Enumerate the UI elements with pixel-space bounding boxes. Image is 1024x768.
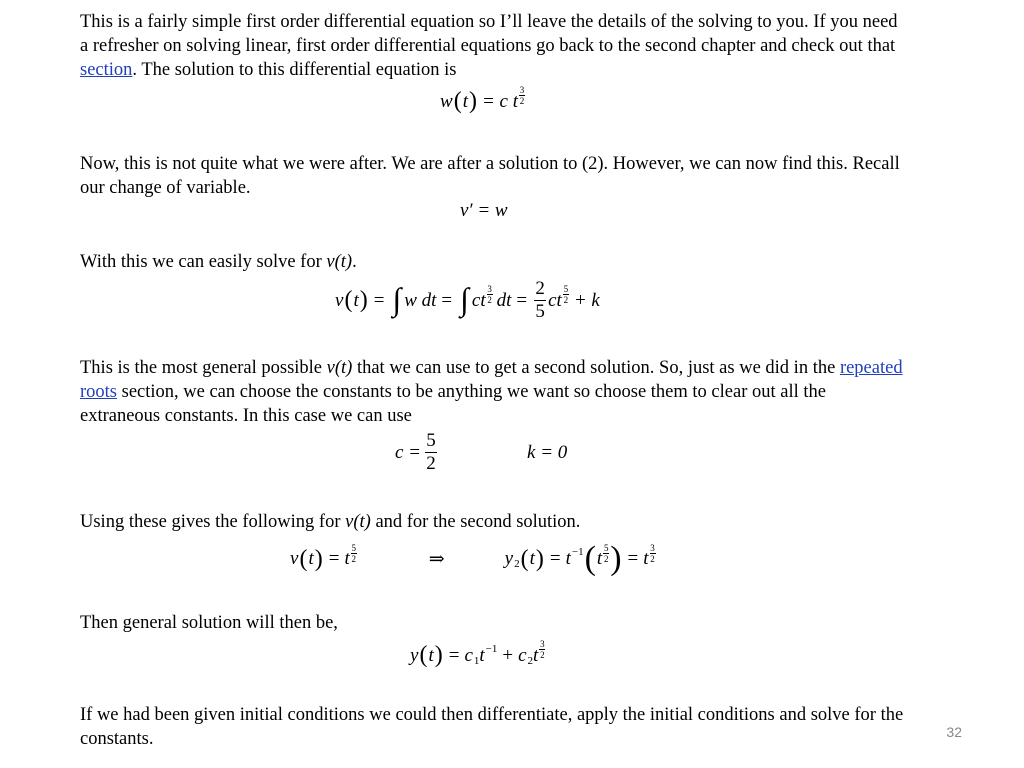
page-number: 32 <box>946 724 962 740</box>
paragraph-solve-v: With this we can easily solve for v(t). <box>80 252 357 272</box>
section-link[interactable]: section <box>80 60 133 80</box>
equation-general-solution: y ( t ) = c 1 t −1 + c 2 t $\frac{3}{2}$ <box>410 639 545 668</box>
equation-v-integral: v ( t ) = ∫ w dt = ∫ ct $\frac{3}{2}$ dt = $\frac{2}{5}$ ct $\frac{5}{2}$ + k <box>335 278 600 322</box>
paragraph-using-constants: Using these gives the following for v(t) and for the second solution. <box>80 512 581 532</box>
paragraph-change-of-variable: Now, this is not quite what we were after. We are after a solution to (2). However, we can now find this. Recall our change of variable. <box>80 154 900 198</box>
paragraph-general-solution: Then general solution will then be, <box>80 613 338 633</box>
equation-w-solution: w ( t ) = c t $\frac{3}{2}$ <box>440 85 525 114</box>
paragraph-general-v: This is the most general possible v(t) that we can use to get a second solution. So, just as we did in the repeated roots section, we can choose the constants to be anything we want so choose them to clear out all the extraneous constants. In this case we can use <box>80 358 903 426</box>
paragraph-initial-conditions: If we had been given initial conditions we could then differentiate, apply the initial conditions and solve for the constants. <box>80 705 904 749</box>
repeated-roots-link[interactable]: repeated roots <box>80 358 903 402</box>
equation-second-solution: v ( t ) = t $\frac{5}{2}$ ⇒ y 2 ( t ) = t −1 ( t $\frac{5}{2}$ ) = t $\frac{3}{2}$ <box>290 540 655 577</box>
paragraph-solution-intro: This is a fairly simple first order differential equation so I’ll leave the details of the solving to you. If you need a refresher on solving linear, first order differential equations go back to the second chapter and check out that section. The solution to this differential equation is <box>80 12 898 80</box>
equation-v-prime: v′ = w <box>460 200 508 221</box>
equation-constants: c = $\frac{5}{2}$ k = 0 <box>395 430 568 474</box>
